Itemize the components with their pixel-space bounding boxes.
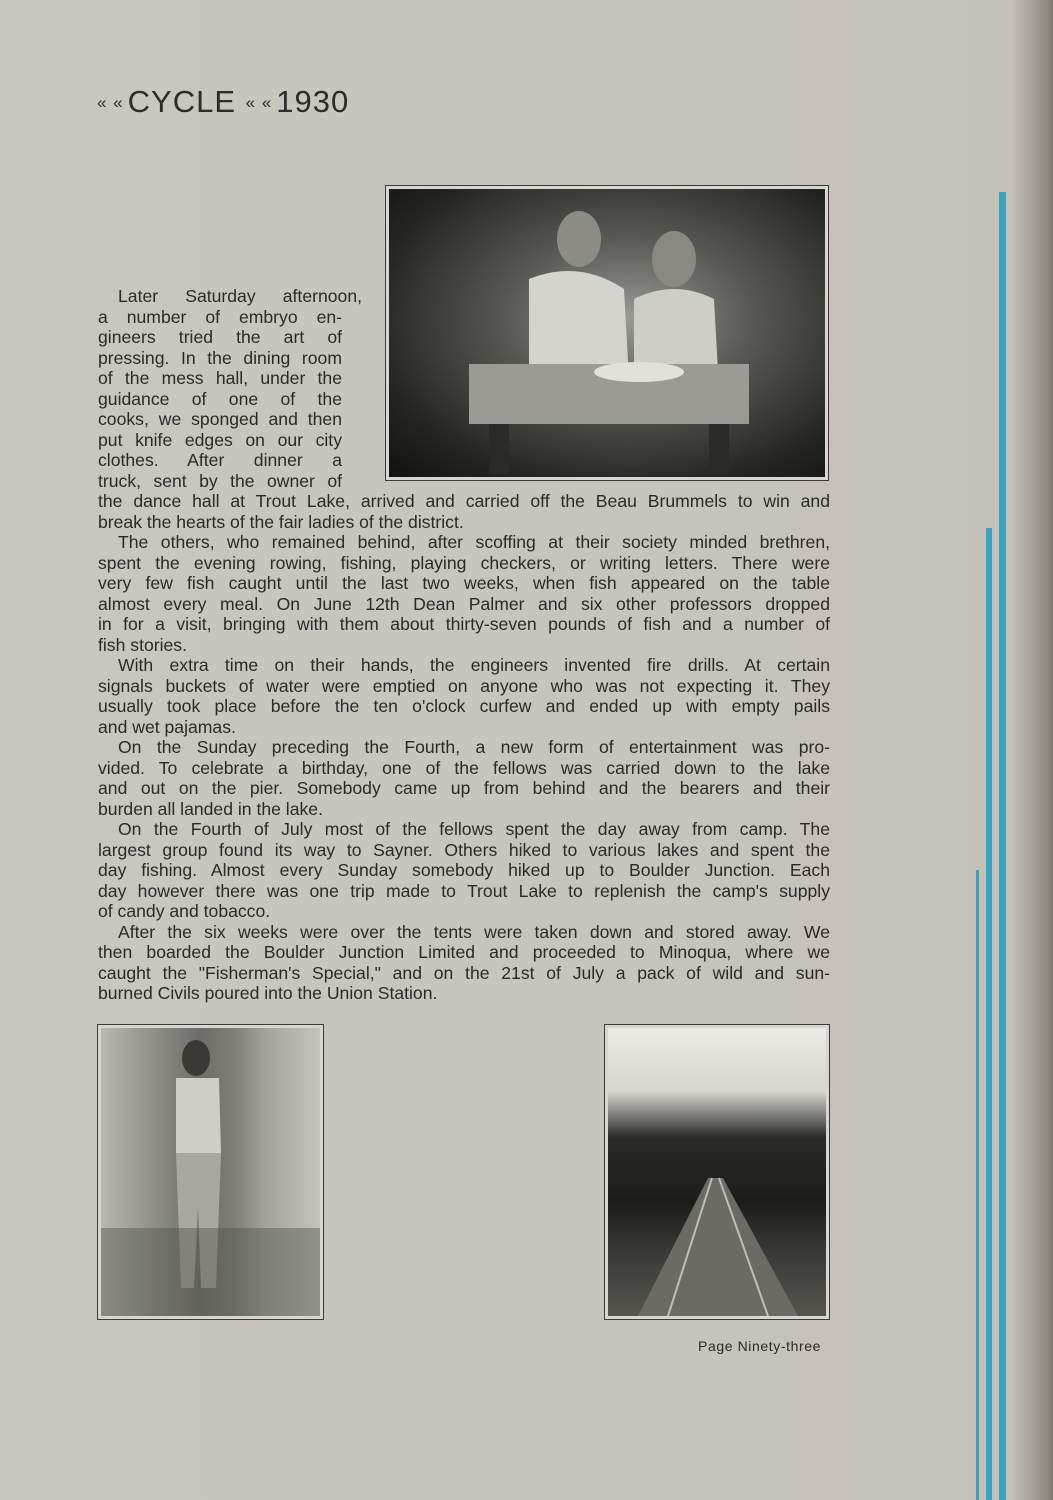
paragraph-4-line: vided. To celebrate a birthday, one of the fellows was carried down to the lake	[98, 757, 830, 778]
running-header	[97, 84, 349, 120]
paragraph-5-line: of candy and tobacco.	[98, 901, 271, 921]
paragraph-5-line: day however there was one trip made to Trout Lake to replenish the camp's supply	[98, 880, 830, 901]
paragraph-6-line: After the six weeks were over the tents were taken down and stored away. We	[118, 921, 830, 942]
paragraph-6-line: then boarded the Boulder Junction Limited and proceeded to Minoqua, where we	[98, 942, 830, 962]
paragraph-5-line: On the Fourth of July most of the fellows spent the day away from camp. The	[118, 819, 830, 839]
paragraph-2-line: The others, who remained behind, after scoffing at their society minded brethren,	[118, 532, 830, 552]
paragraph-1-line: truck, sent by the owner of	[98, 470, 342, 491]
article-body	[98, 286, 830, 1004]
paragraph-4-line: burden all landed in the lake.	[98, 798, 323, 819]
page-number: Page Ninety-three	[698, 1338, 822, 1354]
paragraph-1-line: pressing. In the dining room	[98, 347, 342, 368]
decorative-rule	[986, 528, 992, 1500]
paragraph-2-line: spent the evening rowing, fishing, playing checkers, or writing letters. There were	[98, 552, 830, 573]
paragraph-5-line: largest group found its way to Sayner. Others hiked to various lakes and spent the	[98, 839, 830, 860]
paragraph-2-line: in for a visit, bringing with them about thirty-seven pounds of fish and a number of	[98, 614, 830, 634]
paragraph-3-line: and wet pajamas.	[98, 716, 236, 737]
paragraph-1-line: of the mess hall, under the	[98, 368, 342, 388]
paragraph-1-line: break the hearts of the fair ladies of the district.	[98, 511, 464, 532]
paragraph-4-line: On the Sunday preceding the Fourth, a new form of entertainment was pro-	[118, 737, 830, 757]
paragraph-2-line: almost every meal. On June 12th Dean Palmer and six other professors dropped	[98, 593, 830, 614]
paragraph-6-line: caught the "Fisherman's Special," and on the 21st of July a pack of wild and sun-	[98, 962, 830, 983]
header-title: CYCLE	[127, 84, 237, 119]
photo-man-in-tree	[97, 1024, 324, 1320]
paragraph-1-line: clothes. After dinner a	[98, 450, 342, 470]
paragraph-1-line: a number of embryo en-	[98, 306, 342, 327]
decorative-rule	[999, 192, 1006, 1500]
paragraph-1-line: the dance hall at Trout Lake, arrived and carried off the Beau Brummels to win and	[98, 491, 830, 511]
paragraph-1-line: guidance of one of the	[98, 388, 342, 409]
paragraph-1-line: Later Saturday afternoon,	[118, 286, 362, 306]
paragraph-3-line: signals buckets of water were emptied on anyone who was not expecting it. They	[98, 675, 830, 696]
header-ornament: « «	[245, 93, 273, 112]
photo-railroad-tracks	[604, 1024, 830, 1320]
paragraph-1-line: cooks, we sponged and then	[98, 409, 342, 429]
paragraph-6-line: burned Civils poured into the Union Station.	[98, 983, 438, 1003]
paragraph-4-line: and out on the pier. Somebody came up from behind and the bearers and their	[98, 778, 830, 798]
paragraph-1-line: put knife edges on our city	[98, 429, 342, 450]
decorative-rule	[976, 870, 979, 1500]
paragraph-2-line: fish stories.	[98, 634, 187, 655]
paragraph-3-line: With extra time on their hands, the engineers invented fire drills. At certain	[118, 655, 830, 675]
paragraph-1-line: gineers tried the art of	[98, 327, 342, 347]
header-ornament: « «	[97, 93, 124, 112]
paragraph-3-line: usually took place before the ten o'clock curfew and ended up with empty pails	[98, 696, 830, 716]
paragraph-5-line: day fishing. Almost every Sunday somebody hiked up to Boulder Junction. Each	[98, 860, 830, 880]
paragraph-2-line: very few fish caught until the last two weeks, when fish appeared on the table	[98, 573, 830, 593]
header-year: 1930	[276, 84, 350, 119]
